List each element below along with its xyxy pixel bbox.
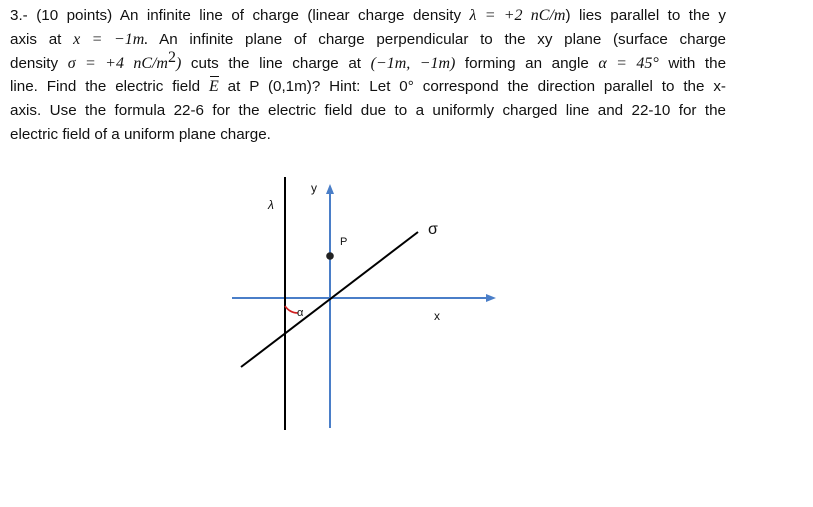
text-segment: with the — [658, 54, 727, 72]
text-segment: forming an angle — [455, 54, 599, 72]
text-segment: cuts the line charge at — [181, 54, 371, 72]
sigma-label: σ — [428, 221, 438, 238]
math-expression: σ = +4 nC/m — [67, 54, 168, 72]
text-segment: axis. Use the formula 22-6 for the electric field due to a uniformly charged line and 22-10 for the — [10, 102, 726, 120]
math-expression: x = −1m. — [73, 30, 149, 48]
math-expression: α = 45° — [598, 54, 659, 72]
text-segment: density — [10, 54, 68, 72]
text-segment: at P (0,1m)? Hint: Let 0° correspond the direction parallel to the x- — [218, 78, 726, 96]
x-axis-arrowhead — [486, 294, 496, 302]
text-segment: 3.- (10 points) An infinite line of charge (linear charge density — [10, 7, 470, 24]
superscript: 2 — [168, 48, 176, 66]
text-segment: line. Find the electric field — [10, 78, 209, 96]
y-axis-arrowhead — [326, 184, 334, 194]
text-segment: ) lies parallel to the y — [565, 7, 726, 24]
x-axis-label: x — [434, 309, 440, 323]
math-expression: ) — [176, 54, 182, 72]
text-segment: An infinite plane of charge perpendicular to the xy plane (surface charge — [148, 30, 726, 48]
point-p-label: P — [340, 236, 348, 248]
math-expression: λ = +2 nC/m — [469, 7, 566, 24]
y-axis-label: y — [311, 181, 317, 195]
math-expression: (−1m, −1m) — [370, 54, 456, 72]
text-segment: electric field of a uniform plane charge. — [10, 125, 271, 143]
alpha-label: α — [297, 307, 304, 319]
lambda-label: λ — [268, 198, 274, 212]
point-p-marker — [326, 252, 334, 260]
text-segment: axis at — [10, 30, 74, 48]
vector-symbol: E — [209, 75, 219, 99]
